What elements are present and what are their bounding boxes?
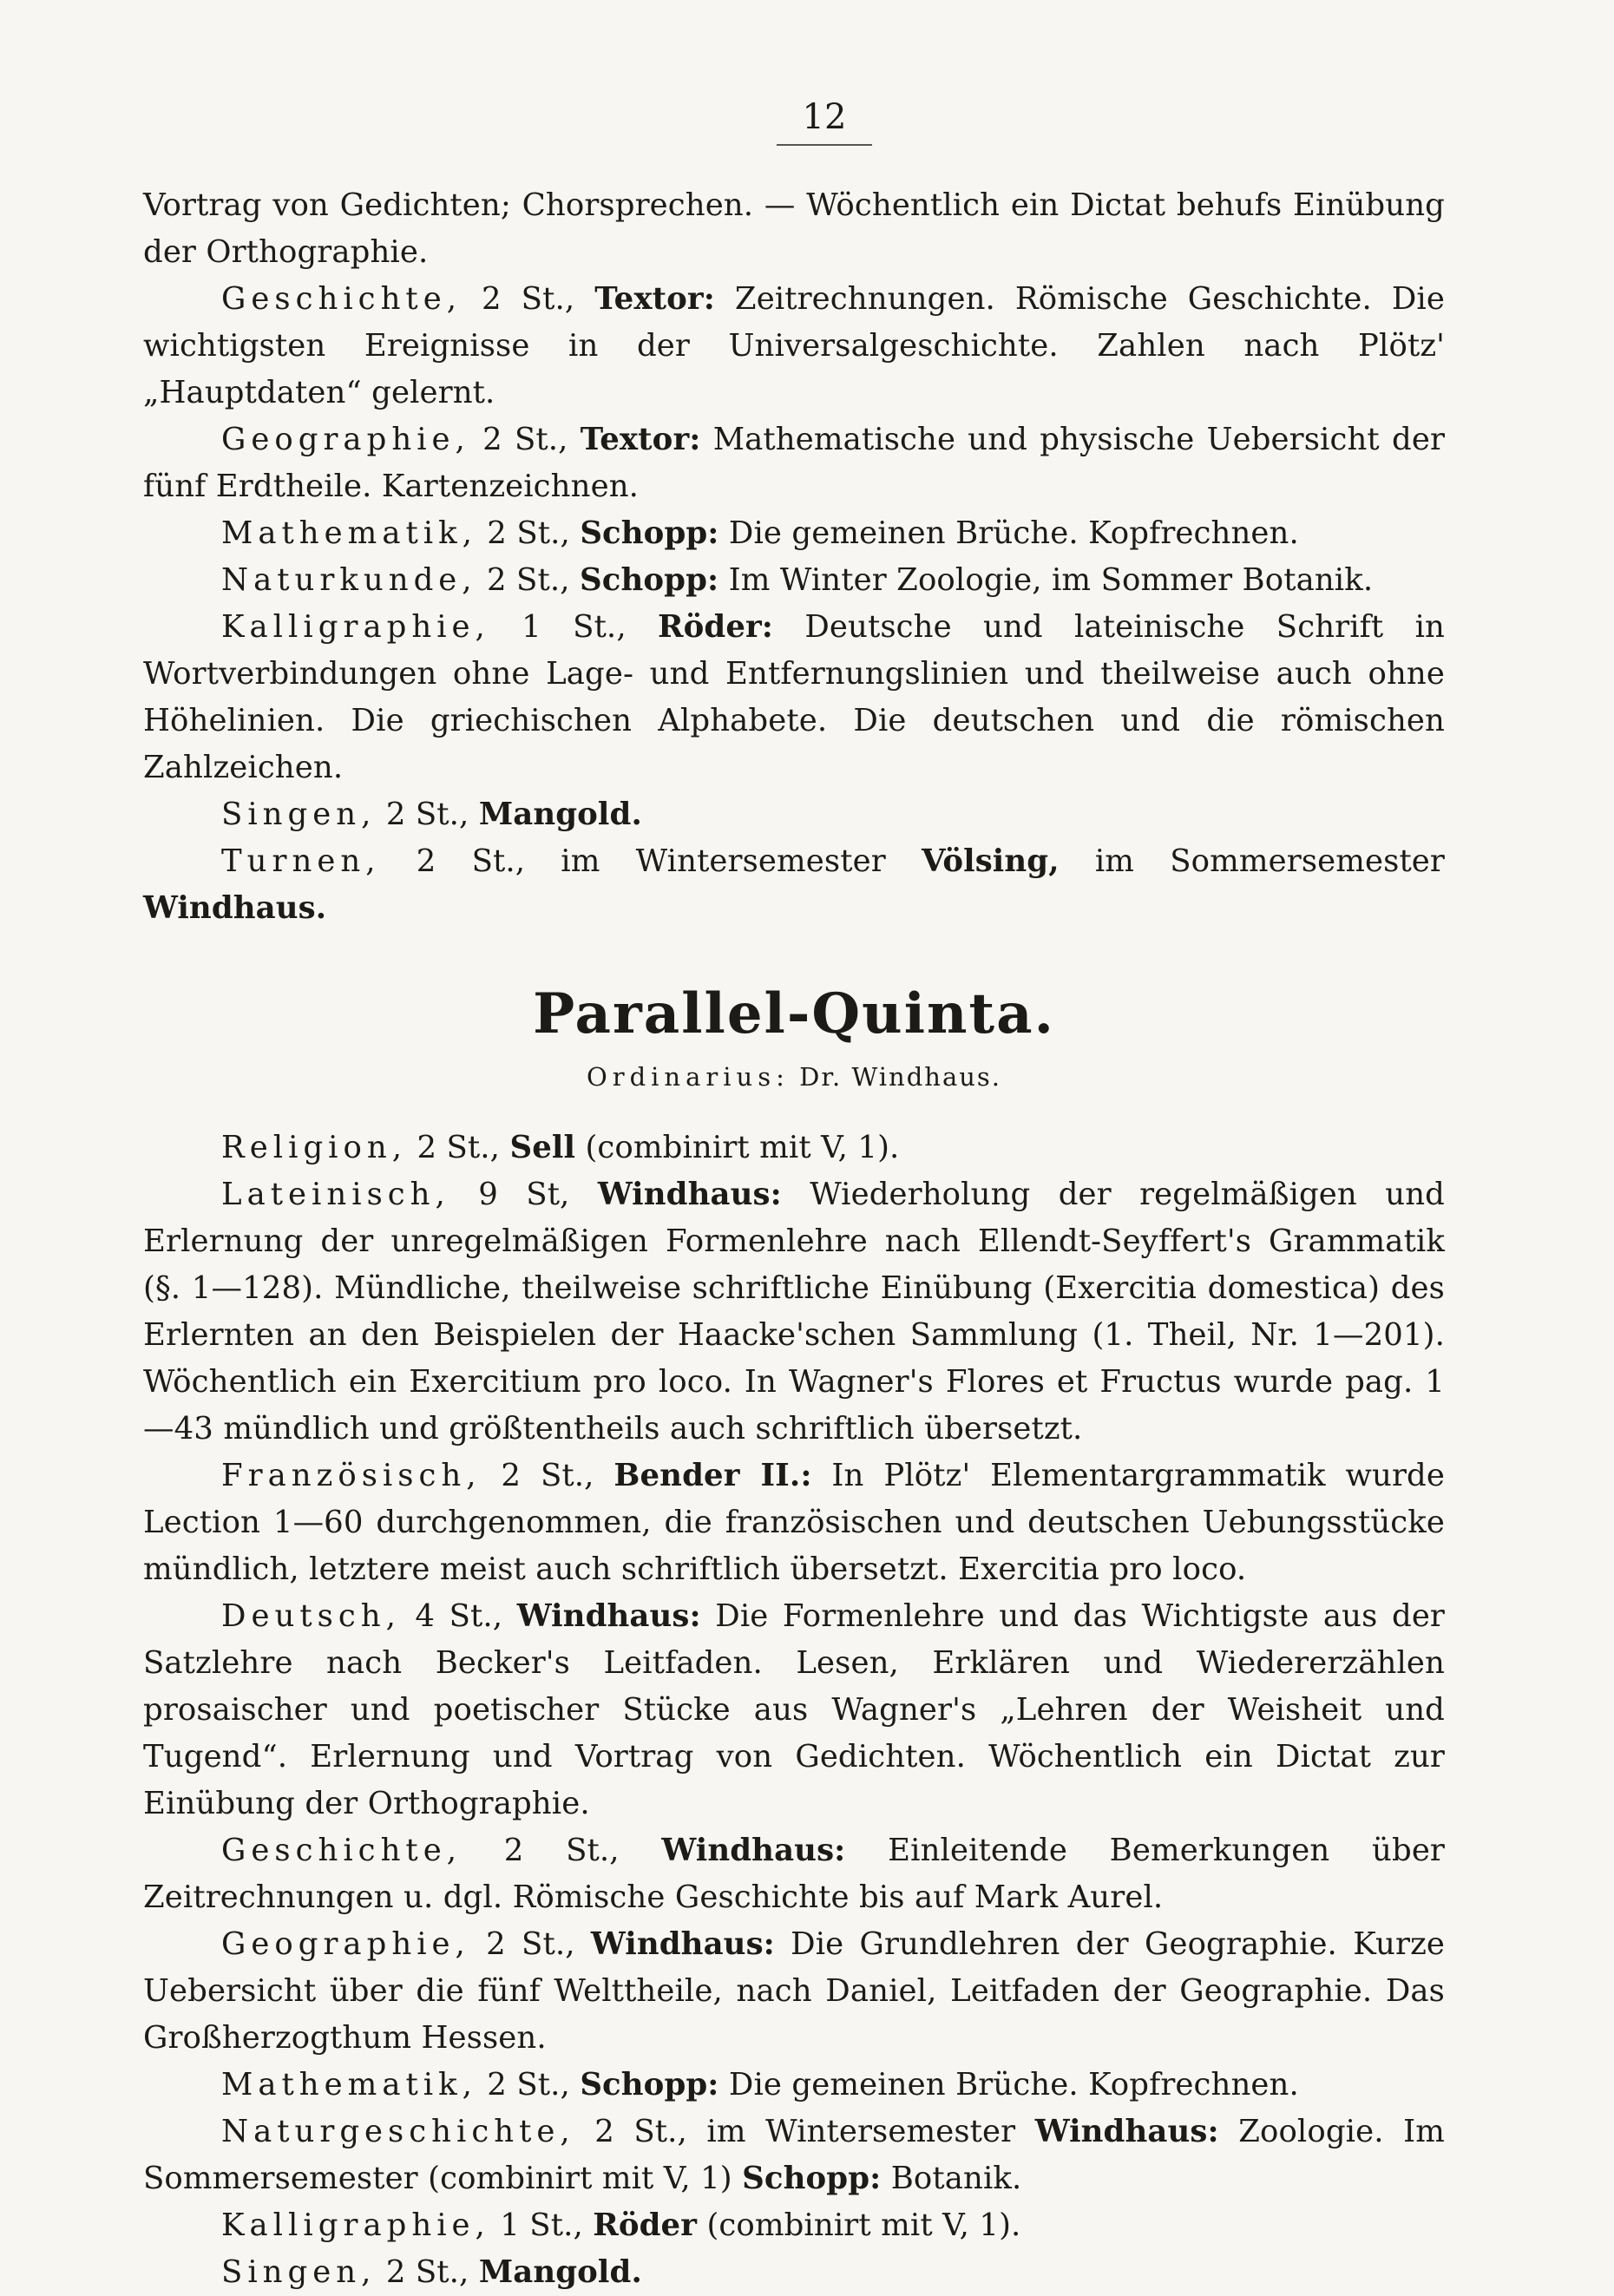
teacher: Röder:: [658, 609, 774, 645]
hours: 1 St.,: [500, 2207, 583, 2243]
subject: Französisch,: [221, 1458, 482, 1493]
hours: 2 St.,: [482, 422, 568, 457]
content: Im Winter Zoologie, im Sommer Botanik.: [728, 562, 1374, 598]
content: Botanik.: [890, 2161, 1022, 2196]
page-number: 12: [204, 95, 1445, 139]
document-page: [143, 95, 1445, 2296]
paragraph-mathematik-top: [143, 510, 1445, 557]
hours: 9 St,: [478, 1177, 570, 1212]
content: 2 St., im Wintersemester: [594, 2114, 1016, 2149]
teacher: Textor:: [594, 281, 715, 317]
subject: Deutsch,: [221, 1598, 401, 1634]
content: Einleitende Bemerkungen über Zeitrechnungen u. dgl. Römische Geschichte bis auf Mark Aurel.: [143, 1833, 1445, 1915]
teacher: Windhaus:: [516, 1598, 701, 1634]
hours: 2 St.,: [501, 1458, 594, 1493]
content: (combinirt mit V, 1).: [585, 1130, 900, 1165]
subject: Geschichte,: [221, 1833, 462, 1868]
teacher: Bender II.:: [613, 1458, 812, 1493]
paragraph-naturkunde-top: [143, 557, 1445, 604]
hours: 2 St.,: [486, 1926, 575, 1962]
paragraph-singen: [143, 2249, 1445, 2296]
teacher: Schopp:: [580, 2067, 719, 2102]
subject: Religion,: [221, 1130, 408, 1165]
teacher: Mangold.: [478, 797, 642, 832]
paragraph-naturgeschichte: [143, 2109, 1445, 2202]
subject: Geschichte,: [221, 281, 462, 317]
subject: Singen,: [221, 797, 377, 832]
teacher: Sell: [509, 1130, 576, 1165]
content: im Sommersemester: [1094, 843, 1445, 879]
hours: 2 St.,: [385, 797, 469, 832]
teacher: Textor:: [580, 422, 701, 457]
teacher: Völsing,: [921, 843, 1060, 879]
paragraph-geschichte: [143, 1827, 1445, 1921]
subject: Geographie,: [221, 1926, 470, 1962]
subject: Geographie,: [221, 422, 470, 457]
hours: 2 St.,: [385, 2254, 469, 2290]
subject: Naturkunde,: [221, 562, 477, 598]
hours: 2 St.,: [503, 1833, 620, 1868]
paragraph-geschichte-top: [143, 276, 1445, 417]
teacher: Windhaus:: [597, 1177, 782, 1212]
subject: Mathematik,: [221, 515, 477, 551]
teacher: Schopp:: [742, 2161, 882, 2196]
content: 2 St., im Wintersemester: [416, 843, 886, 879]
paragraph-singen-top: [143, 791, 1445, 838]
content: Die Formenlehre und das Wichtigste aus der Satzlehre nach Becker's Leitfaden. Lesen, Erklären und Wiedererzählen prosaischer und poetischer Stücke aus Wagner's „Lehren der Weisheit und Tugend“. Erlernung und Vortrag von Gedichten. Wöchentlich ein Dictat zur Einübung der Orthographie.: [143, 1598, 1445, 1821]
teacher: Windhaus.: [143, 890, 327, 926]
content: Deutsche und lateinische Schrift in Wortverbindungen ohne Lage- und Entfernungslinien und theilweise auch ohne Höhelinien. Die griechischen Alphabete. Die deutschen und die römischen Zahlzeichen.: [143, 609, 1446, 785]
hours: 2 St.,: [487, 2067, 570, 2102]
content: Die gemeinen Brüche. Kopfrechnen.: [728, 515, 1299, 551]
subject: Turnen,: [221, 843, 381, 879]
teacher: Windhaus:: [1034, 2114, 1219, 2149]
paragraph-turnen: [143, 838, 1445, 932]
content: Mathematische und physische Uebersicht der fünf Erdtheile. Kartenzeichnen.: [143, 422, 1446, 504]
paragraph-kalligraphie: [143, 2202, 1445, 2249]
content: Die Grundlehren der Geographie. Kurze Uebersicht über die fünf Welttheile, nach Daniel, Leitfaden der Geographie. Das Großherzogthum Hessen.: [143, 1926, 1445, 2056]
ordinarius-name: Dr. Windhaus.: [799, 1062, 1002, 1092]
paragraph-geographie: [143, 1921, 1445, 2062]
hours: 2 St.,: [486, 562, 570, 598]
content: Zoologie. Im Sommersemester (combinirt mit V, 1): [143, 2114, 1445, 2196]
teacher: Schopp:: [580, 515, 719, 551]
paragraph-lateinisch: [143, 1171, 1445, 1453]
paragraph-kalligraphie-top: [143, 604, 1445, 791]
paragraph-religion: [143, 1125, 1445, 1171]
subject: Singen,: [221, 2254, 377, 2290]
paragraph-mathematik: [143, 2062, 1445, 2109]
subject: Mathematik,: [221, 2067, 477, 2102]
teacher: Röder: [593, 2207, 698, 2243]
paragraph-franzoesisch: [143, 1453, 1445, 1593]
hours: 2 St.,: [482, 281, 575, 317]
teacher: Mangold.: [478, 2254, 642, 2290]
subject: Kalligraphie,: [221, 609, 490, 645]
paragraph-vortrag: Vortrag von Gedichten; Chorsprechen. — Wöchentlich ein Dictat behufs Einübung der Orthographie.: [143, 187, 1445, 270]
hours: 4 St.,: [415, 1598, 503, 1634]
teacher: Windhaus:: [590, 1926, 775, 1962]
paragraph-geographie-top: [143, 417, 1445, 510]
ordinarius-line: [143, 1057, 1445, 1097]
content: (combinirt mit V, 1).: [706, 2207, 1021, 2243]
content: In Plötz' Elementargrammatik wurde Lection 1—60 durchgenommen, die französischen und deutschen Uebungsstücke mündlich, letztere meist auch schriftlich übersetzt. Exercitia pro loco.: [143, 1458, 1445, 1587]
subject: Naturgeschichte,: [221, 2114, 575, 2149]
paragraph-deutsch: [143, 1593, 1445, 1827]
teacher: Windhaus:: [661, 1833, 846, 1868]
hours: 2 St.,: [487, 515, 570, 551]
content: Die gemeinen Brüche. Kopfrechnen.: [728, 2067, 1299, 2102]
hours: 2 St.,: [417, 1130, 501, 1165]
teacher: Schopp:: [580, 562, 719, 598]
subject: Kalligraphie,: [221, 2207, 490, 2243]
section-title: Parallel-Quinta.: [533, 981, 1055, 1046]
subject: Lateinisch,: [221, 1177, 450, 1212]
hours: 1 St.,: [522, 609, 627, 645]
content: Zeitrechnungen. Römische Geschichte. Die wichtigsten Ereignisse in der Universalgeschichte. Zahlen nach Plötz' „Hauptdaten“ gelernt.: [143, 281, 1445, 410]
content: Wiederholung der regelmäßigen und Erlernung der unregelmäßigen Formenlehre nach Ellendt-Seyffert's Grammatik (§. 1—128). Mündliche, theilweise schriftliche Einübung (Exercitia domestica) des Erlernten an den Beispielen der Haacke'schen Sammlung (1. Theil, Nr. 1—201). Wöchentlich ein Exercitium pro loco. In Wagner's Flores et Fructus wurde pag. 1—43 mündlich und größtentheils auch schriftlich übersetzt.: [143, 1177, 1445, 1446]
ordinarius-label: Ordinarius:: [586, 1062, 790, 1092]
